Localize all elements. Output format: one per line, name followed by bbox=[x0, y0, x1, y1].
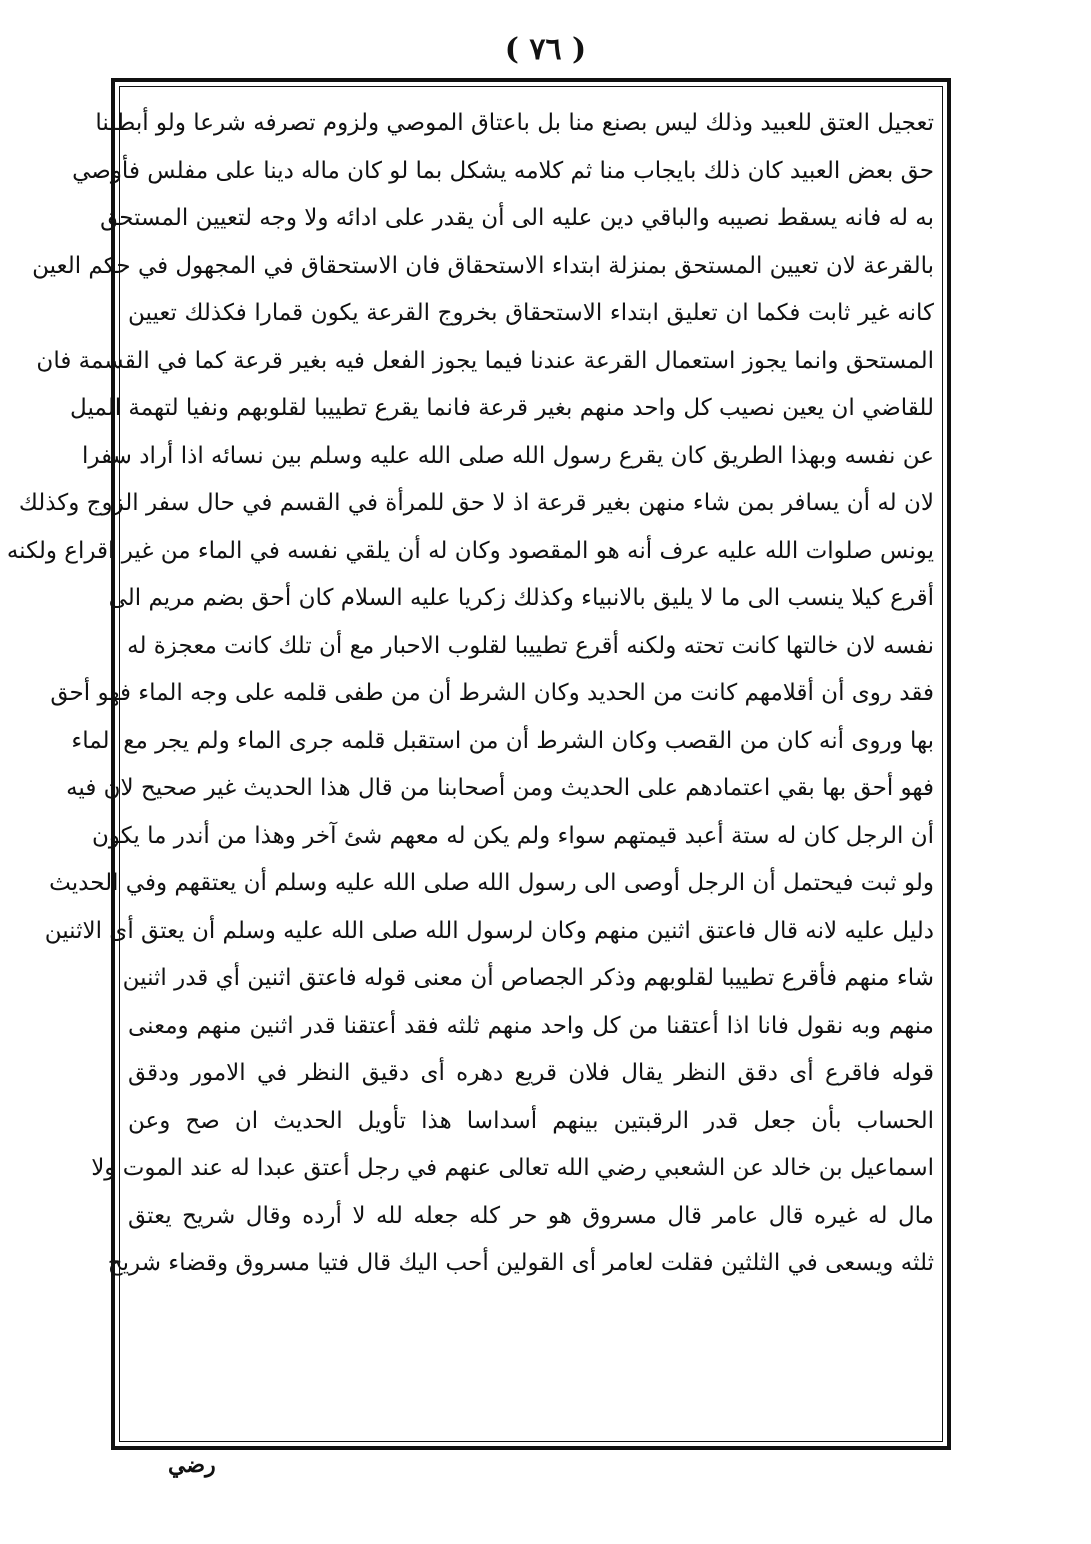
text-line: تعجيل العتق للعبيد وذلك ليس بصنع منا بل باعتاق الموصي ولزوم تصرفه شرعا ولو أبطلنا bbox=[95, 110, 934, 136]
text-line: منهم وبه نقول فانا اذا أعتقنا من كل واحد منهم ثلثه فقد أعتقنا قدر اثنين منهم ومعنى bbox=[128, 1012, 934, 1039]
text-line: فهو أحق بها بقي اعتمادهم على الحديث ومن أصحابنا من قال هذا الحديث غير صحيح لان فيه bbox=[66, 775, 934, 801]
text-line: ولو ثبت فيحتمل أن الرجل أوصى الى رسول الله صلى الله عليه وسلم أن يعتقهم وفي الحديث bbox=[49, 870, 934, 896]
text-line: دليل عليه لانه قال فاعتق اثنين منهم وكان لرسول الله صلى الله عليه وسلم أن يعتق أى الاثنين bbox=[44, 917, 934, 944]
text-line: للقاضي ان يعين نصيب كل واحد منهم بغير قرعة فانما يقرع تطييبا لقلوبهم ونفيا لتهمة الميل bbox=[70, 395, 934, 421]
text-line: عن نفسه وبهذا الطريق كان يقرع رسول الله صلى الله عليه وسلم بين نسائه اذا أراد سفرا bbox=[81, 442, 934, 469]
catchword: رضي bbox=[168, 1452, 216, 1478]
text-line: لان له أن يسافر بمن شاء منهن بغير قرعة اذ لا حق للمرأة في القسم في حال سفر الزوج وكذلك bbox=[18, 490, 934, 516]
text-line: أن الرجل كان له ستة أعبد قيمتهم سواء ولم يكن له معهم شئ آخر وهذا من أندر ما يكون bbox=[91, 822, 934, 849]
text-body bbox=[6, 100, 934, 1430]
text-line: اسماعيل بن خالد عن الشعبي رضي الله تعالى عنهم في رجل أعتق عبدا له عند الموت ولا bbox=[91, 1155, 934, 1181]
page-number: ( ٧٦ ) bbox=[504, 32, 587, 67]
text-line: مال له غيره قال عامر قال مسروق هو حر كله جعله لله لا أرده وقال شريح يعتق bbox=[128, 1202, 934, 1229]
text-line: به له فانه يسقط نصيبه والباقي دين عليه الى أن يقدر على ادائه ولا وجه لتعيين المستحق bbox=[100, 205, 934, 231]
text-line: يونس صلوات الله عليه عرف أنه هو المقصود وكان له أن يلقي نفسه في الماء من غير اقراع ولكنه bbox=[6, 537, 934, 564]
text-line: الحساب بأن جعل قدر الرقبتين بينهم أسداسا هذا تأويل الحديث ان صح وعن bbox=[128, 1107, 934, 1134]
text-line: حق بعض العبيد كان ذلك بايجاب منا ثم كلامه يشكل بما لو كان ماله دينا على مفلس فأوصي bbox=[72, 157, 934, 184]
text-line: المستحق وانما يجوز استعمال القرعة عندنا فيما يجوز الفعل فيه بغير قرعة كما في القسمة فان bbox=[36, 347, 934, 374]
text-line: ثلثه ويسعى في الثلثين فقلت لعامر أى القولين أحب اليك قال فتيا مسروق وقضاء شريح bbox=[107, 1250, 934, 1276]
text-line: أقرع كيلا ينسب الى ما لا يليق بالانبياء وكذلك زكريا عليه السلام كان أحق بضم مريم الى bbox=[108, 585, 934, 611]
text-line: شاء منهم فأقرع تطييبا لقلوبهم وذكر الجصاص أن معنى قوله فاعتق اثنين أي قدر اثنين bbox=[122, 965, 934, 991]
text-line: فقد روى أن أقلامهم كانت من الحديد وكان الشرط أن من طفى قلمه على وجه الماء فهو أحق bbox=[50, 680, 934, 706]
text-line: قوله فاقرع أى دقق النظر يقال فلان قريع دهره أى دقيق النظر في الامور ودقق bbox=[128, 1060, 934, 1086]
text-line: نفسه لان خالتها كانت تحته ولكنه أقرع تطييبا لقلوب الاحبار مع أن تلك كانت معجزة له bbox=[127, 632, 934, 659]
text-line: بالقرعة لان تعيين المستحق بمنزلة ابتداء الاستحقاق فان الاستحقاق في المجهول في حكم العين bbox=[32, 252, 934, 279]
text-line: بها وروى أنه كان من القصب وكان الشرط أن من استقبل قلمه جرى الماء ولم يجر مع الماء bbox=[71, 727, 934, 754]
text-line: كانه غير ثابت فكما ان تعليق ابتداء الاستحقاق بخروج القرعة يكون قمارا فكذلك تعيين bbox=[128, 300, 934, 326]
